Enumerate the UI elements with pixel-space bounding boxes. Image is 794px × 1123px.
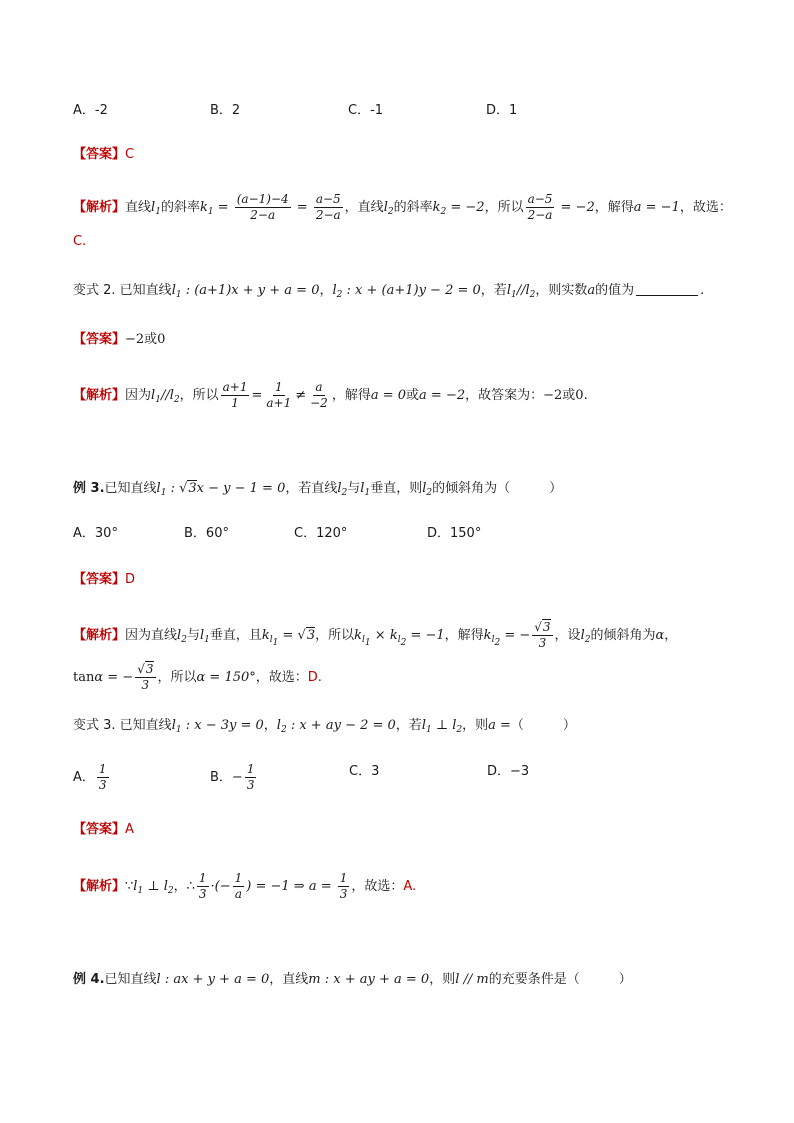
choice-c: C． 3: [349, 764, 380, 779]
variant-3-analysis: 【解析】$\because l_1$ ⊥ $l_2$，∴ $\frac{1}{3}$ ·(− $\frac{1}{a}$ ) = −1 ⇒ a = $\frac{1}{3}$ ，故选：A.: [73, 871, 417, 901]
choice-b: B． 60°: [184, 526, 229, 541]
prev-question-choices: [73, 101, 733, 141]
choice-d: D． −3: [487, 764, 530, 779]
choice-c: C． 120°: [294, 526, 348, 541]
variant-3-answer: 【答案】A: [73, 822, 134, 837]
answer-blank: [636, 281, 698, 296]
example-3-stem: 例 3.已知直线$l_1$ : √3x − y − 1 = 0，若直线$l_2$与$l_1$垂直，则$l_2$的倾斜角为（ ）: [73, 481, 563, 498]
variant-3-choices: [73, 762, 733, 802]
prev-analysis: 【解析】直线$l_1$的斜率$k_1$ = $\frac{(a-1)-4}{2-a}$ = $\frac{a-5}{2-a}$ ，直线$l_2$的斜率$k_2 = -2$，所以 $\frac{a-5}{2-a}$ = −2，解得a = −1，故选：: [73, 192, 732, 222]
choice-c: C． -1: [348, 103, 384, 118]
prev-answer: 【答案】C: [73, 147, 135, 162]
example-3-analysis-2: tanα = − $\frac{√3}{3}$ ，所以α = 150°，故选：D.: [73, 662, 322, 692]
choice-d: D． 150°: [427, 526, 482, 541]
choice-a: A． $\frac{1}{3}$: [73, 762, 107, 792]
example-3-choices: [73, 524, 733, 564]
example-3-answer: 【答案】D: [73, 572, 136, 587]
example-4-stem: 例 4.已知直线l : ax + y + a = 0，直线m : x + ay + a = 0，则l // m的充要条件是（ ）: [73, 972, 632, 987]
variant-2-answer: 【答案】−2或0: [73, 332, 166, 347]
variant-2-analysis: 【解析】因为$l_1//l_2$，所以 $\frac{a+1}{1}$ = $\frac{1}{a+1}$ ≠ $\frac{a}{-2}$ ，解得a = 0或a = −2，故答案为：−2或0.: [73, 380, 588, 410]
choice-a: A． -2: [73, 103, 108, 118]
choice-d: D． 1: [486, 103, 518, 118]
example-3-analysis: 【解析】因为直线$l_2$与$l_1$垂直，且$k_{l_1} = √3$，所以$k_{l_1} \times k_{l_2} = -1$，解得$k_{l_2}$ = − $\frac{√3}{3}$ ，设$l_2$的倾斜角为α，: [73, 620, 678, 650]
choice-b: B． 2: [210, 103, 241, 118]
variant-3-stem: 变式 3. 已知直线$l_1$ : x − 3y = 0，$l_2$ : x + ay − 2 = 0，若$l_1$ ⊥ $l_2$，则a =（ ）: [73, 718, 576, 735]
prev-analysis-end: C.: [73, 234, 87, 249]
variant-2-stem: 变式 2. 已知直线$l_1$ : (a+1)x + y + a = 0，$l_2$ : x + (a+1)y − 2 = 0，若$l_1//l_2$，则实数a的值为 .: [73, 283, 705, 300]
choice-b: B． − $\frac{1}{3}$: [210, 762, 255, 792]
choice-a: A． 30°: [73, 526, 118, 541]
